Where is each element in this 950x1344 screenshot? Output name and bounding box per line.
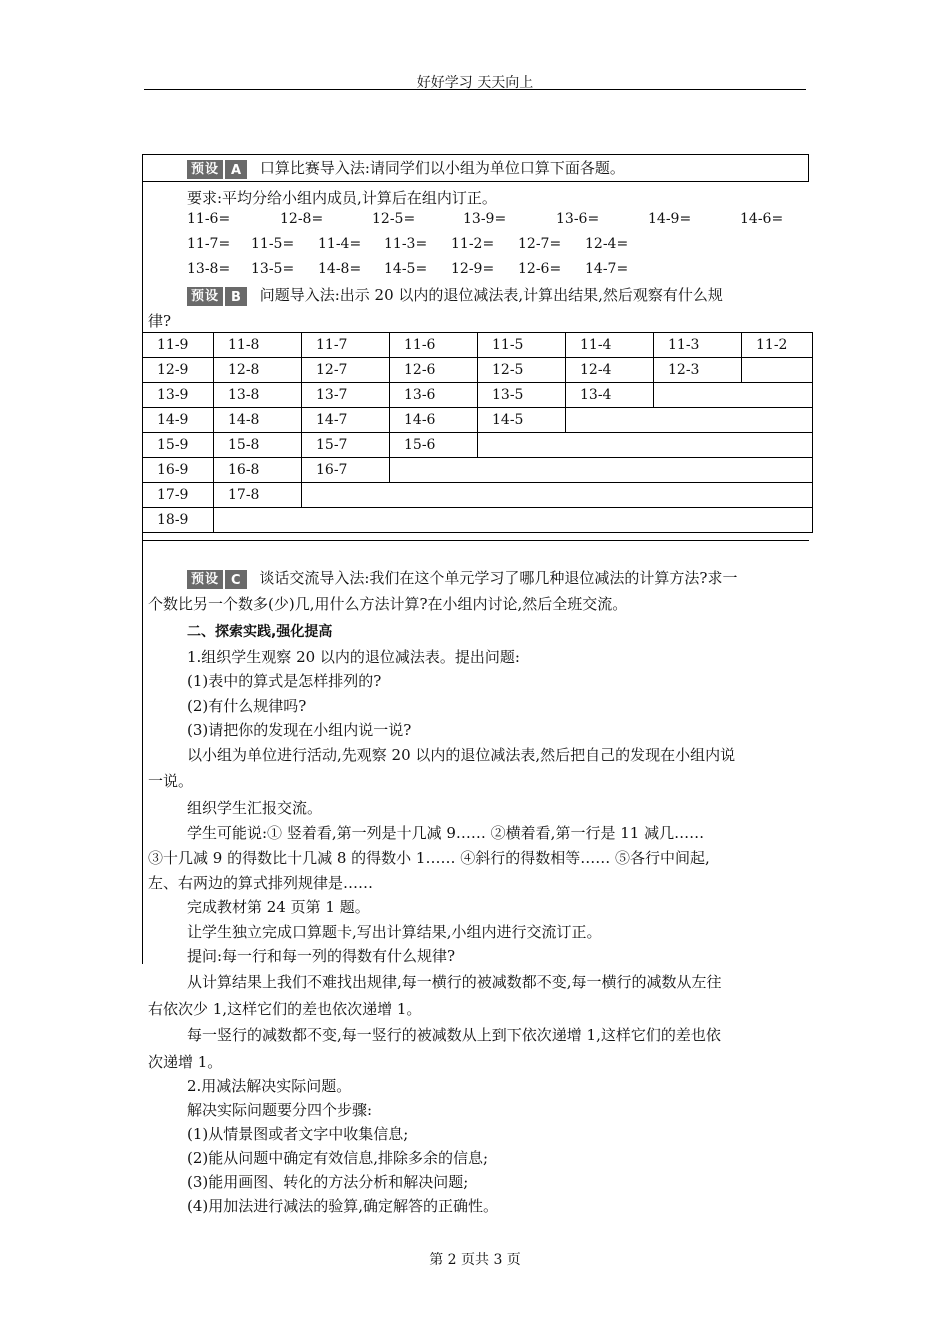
preset-b-badge: 预设 B xyxy=(187,287,247,306)
table-empty-cell xyxy=(214,508,813,533)
body-line: 每一竖行的减数都不变,每一竖行的被减数从上到下依次递增 1,这样它们的差也依 xyxy=(187,1026,721,1044)
body-line: (1)从情景图或者文字中收集信息; xyxy=(187,1125,409,1143)
body-line: 让学生独立完成口算题卡,写出计算结果,小组内进行交流订正。 xyxy=(187,923,602,941)
table-cell: 13-6 xyxy=(390,383,478,408)
exercise-item: 11-6= xyxy=(187,211,231,227)
table-cell: 11-6 xyxy=(390,333,478,358)
preset-b-title-line1: 问题导入法:出示 20 以内的退位减法表,计算出结果,然后观察有什么规 xyxy=(259,286,723,304)
body-line: 右依次少 1,这样它们的差也依次递增 1。 xyxy=(148,1000,422,1018)
page-footer: 第 2 页共 3 页 xyxy=(429,1252,521,1268)
exercise-item: 12-7= xyxy=(518,236,562,252)
table-cell: 13-4 xyxy=(566,383,654,408)
preset-c-line1: 谈话交流导入法:我们在这个单元学习了哪几种退位减法的计算方法?求一 xyxy=(259,569,738,587)
body-line: 1.组织学生观察 20 以内的退位减法表。提出问题: xyxy=(187,648,520,666)
table-cell: 11-3 xyxy=(654,333,742,358)
body-line: (4)用加法进行减法的验算,确定解答的正确性。 xyxy=(187,1197,499,1215)
exercise-item: 12-5= xyxy=(372,211,416,227)
table-cell: 14-9 xyxy=(143,408,214,433)
table-cell: 16-9 xyxy=(143,458,214,483)
table-cell: 12-5 xyxy=(478,358,566,383)
body-line: 2.用减法解决实际问题。 xyxy=(187,1077,352,1095)
body-line: 以小组为单位进行活动,先观察 20 以内的退位减法表,然后把自己的发现在小组内说 xyxy=(187,746,736,764)
table-row xyxy=(143,383,813,408)
table-cell: 12-7 xyxy=(302,358,390,383)
body-line: 一说。 xyxy=(148,772,194,790)
table-cell: 12-3 xyxy=(654,358,742,383)
table-cell: 15-7 xyxy=(302,433,390,458)
exercise-item: 14-8= xyxy=(318,261,362,277)
table-cell: 11-2 xyxy=(742,333,813,358)
table-empty-cell xyxy=(478,433,813,458)
body-line: (2)能从问题中确定有效信息,排除多余的信息; xyxy=(187,1149,489,1167)
table-cell: 11-4 xyxy=(566,333,654,358)
exercise-item: 14-9= xyxy=(648,211,692,227)
exercise-item: 12-6= xyxy=(518,261,562,277)
table-empty-cell xyxy=(566,408,813,433)
table-cell: 14-7 xyxy=(302,408,390,433)
exercise-item: 12-9= xyxy=(451,261,495,277)
preset-c-badge: 预设 C xyxy=(187,570,247,589)
section-2-heading: 二、探索实践,强化提高 xyxy=(187,624,333,640)
table-cell: 18-9 xyxy=(143,508,214,533)
exercise-item: 11-2= xyxy=(451,236,495,252)
table-cell: 11-5 xyxy=(478,333,566,358)
table-cell: 13-7 xyxy=(302,383,390,408)
table-empty-cell xyxy=(742,358,813,383)
table-cell: 15-6 xyxy=(390,433,478,458)
body-line: 解决实际问题要分四个步骤: xyxy=(187,1101,373,1119)
table-cell: 14-5 xyxy=(478,408,566,433)
table-empty-cell xyxy=(654,383,813,408)
preset-a-header xyxy=(187,157,625,179)
table-row xyxy=(143,333,813,358)
body-line: 次递增 1。 xyxy=(148,1053,223,1071)
table-cell: 17-8 xyxy=(214,483,302,508)
exercise-item: 13-9= xyxy=(463,211,507,227)
preset-a-title: 口算比赛导入法:请同学们以小组为单位口算下面各题。 xyxy=(259,159,625,177)
table-cell: 15-9 xyxy=(143,433,214,458)
exercise-item: 12-4= xyxy=(585,236,629,252)
body-line: 从计算结果上我们不难找出规律,每一横行的被减数都不变,每一横行的减数从左往 xyxy=(187,973,722,991)
table-cell: 12-8 xyxy=(214,358,302,383)
exercise-item: 11-7= xyxy=(187,236,231,252)
table-cell: 16-8 xyxy=(214,458,302,483)
body-line: ③十几减 9 的得数比十几减 8 的得数小 1…… ④斜行的得数相等…… ⑤各行中间起, xyxy=(148,849,710,867)
body-line: (2)有什么规律吗? xyxy=(187,697,307,715)
subtraction-table xyxy=(142,332,813,533)
exercise-item: 13-6= xyxy=(556,211,600,227)
body-line: (3)请把你的发现在小组内说一说? xyxy=(187,721,412,739)
table-cell: 12-6 xyxy=(390,358,478,383)
exercise-item: 14-6= xyxy=(740,211,784,227)
preset-b-title-line2: 律? xyxy=(148,312,172,330)
table-row xyxy=(143,433,813,458)
preset-a-badge: 预设 A xyxy=(187,160,247,179)
table-row xyxy=(143,508,813,533)
table-cell: 12-9 xyxy=(143,358,214,383)
exercise-item: 11-5= xyxy=(251,236,295,252)
table-cell: 13-9 xyxy=(143,383,214,408)
exercise-item: 11-3= xyxy=(384,236,428,252)
body-line: (1)表中的算式是怎样排列的? xyxy=(187,672,382,690)
table-cell: 15-8 xyxy=(214,433,302,458)
header-rule xyxy=(144,89,806,90)
exercise-item: 13-5= xyxy=(251,261,295,277)
table-cell: 11-7 xyxy=(302,333,390,358)
table-cell: 14-8 xyxy=(214,408,302,433)
body-line: 左、右两边的算式排列规律是…… xyxy=(148,874,374,892)
body-line: 学生可能说:① 竖着看,第一列是十几减 9…… ②横着看,第一行是 11 减几…… xyxy=(187,824,705,842)
preset-b-header xyxy=(187,284,723,306)
table-cell: 12-4 xyxy=(566,358,654,383)
table-empty-cell xyxy=(302,483,813,508)
table-cell: 16-7 xyxy=(302,458,390,483)
exercise-item: 12-8= xyxy=(280,211,324,227)
table-cell: 11-9 xyxy=(143,333,214,358)
table-row xyxy=(143,458,813,483)
table-cell: 11-8 xyxy=(214,333,302,358)
table-row xyxy=(143,483,813,508)
exercise-item: 11-4= xyxy=(318,236,362,252)
body-line: 组织学生汇报交流。 xyxy=(187,799,323,817)
table-row xyxy=(143,358,813,383)
table-row xyxy=(143,408,813,433)
table-cell: 13-5 xyxy=(478,383,566,408)
table-cell: 17-9 xyxy=(143,483,214,508)
preset-c-line2: 个数比另一个数多(少)几,用什么方法计算?在小组内讨论,然后全班交流。 xyxy=(148,595,628,613)
body-line: (3)能用画图、转化的方法分析和解决问题; xyxy=(187,1173,469,1191)
body-line: 完成教材第 24 页第 1 题。 xyxy=(187,898,370,916)
table-cell: 13-8 xyxy=(214,383,302,408)
table-empty-cell xyxy=(390,458,813,483)
table-cell: 14-6 xyxy=(390,408,478,433)
body-line: 提问:每一行和每一列的得数有什么规律? xyxy=(187,947,456,965)
page-header: 好好学习 天天向上 xyxy=(416,75,534,91)
left-border-line xyxy=(142,154,143,964)
preset-a-requirement: 要求:平均分给小组内成员,计算后在组内订正。 xyxy=(187,189,497,207)
preset-c-header xyxy=(187,567,737,589)
table-bottom-rule xyxy=(142,540,809,541)
exercise-item: 14-7= xyxy=(585,261,629,277)
exercise-item: 13-8= xyxy=(187,261,231,277)
exercise-item: 14-5= xyxy=(384,261,428,277)
